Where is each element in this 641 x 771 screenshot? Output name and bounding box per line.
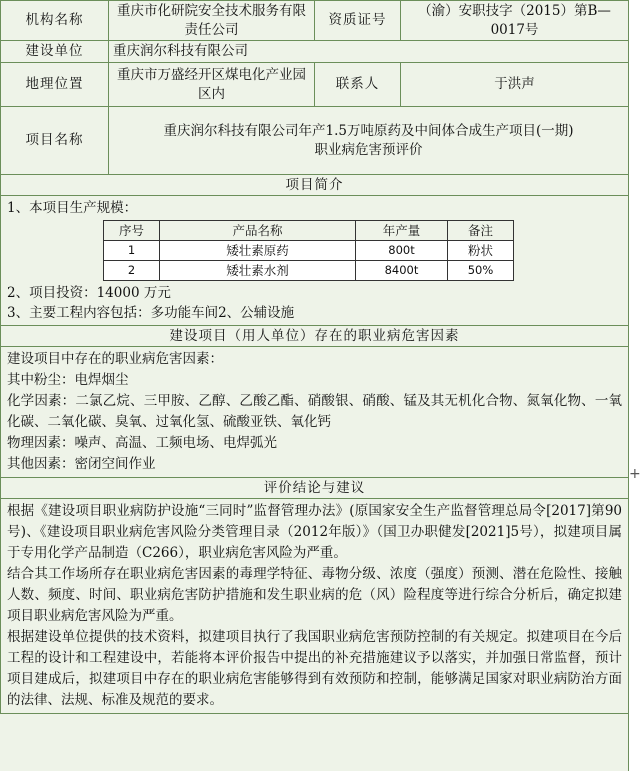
location-value: 重庆市万盛经开区煤电化产业园区内: [109, 63, 315, 107]
org-label: 机构名称: [1, 1, 109, 41]
production-table-header: [104, 221, 514, 241]
location-label: 地理位置: [1, 63, 109, 107]
conclusion-para1: 根据《建设项目职业病防护设施“三同时”监督管理办法》(原国家安全生产监督管理总局令[2017]第90号)、《建设项目职业病危害风险分类管理目录（2012年版）》（国卫办职健发[2021]5号），拟建项目属于专用化学产品制造（C266），职业病危害风险为严重。: [7, 503, 622, 561]
contact-label: 联系人: [315, 63, 401, 107]
hazards-block: [1, 347, 629, 478]
plus-icon[interactable]: +: [629, 466, 641, 482]
hazards-dust: 其中粉尘：电焊烟尘: [7, 372, 129, 388]
header-cell: 年产量: [356, 221, 448, 241]
build-unit-label: 建设单位: [1, 41, 109, 63]
project-value: [109, 107, 629, 175]
cert-label: 资质证号: [315, 1, 401, 41]
table-cell: 矮壮素原药: [160, 241, 356, 261]
table-cell: 8400t: [356, 261, 448, 281]
hazards-chemical: 化学因素：二氯乙烷、三甲胺、乙醇、乙酸乙酯、硝酸银、硝酸、锰及其无机化合物、氮氧化物、一氧化碳、二氧化碳、臭氧、过氧化氢、硫酸亚铁、氧化钙: [7, 393, 622, 430]
org-value: 重庆市化研院安全技术服务有限责任公司: [109, 1, 315, 41]
table-cell: 50%: [448, 261, 514, 281]
table-cell: 矮壮素水剂: [160, 261, 356, 281]
conclusion-para2: 结合其工作场所存在职业病危害因素的毒理学特征、毒物分级、浓度（强度）预测、潜在危险性、接触人数、频度、时间、职业病危害防护措施和发生职业病的危（风）险程度等进行综合分析后，确定拟建项目职业病危害风险为严重。: [7, 566, 622, 624]
conclusion-para3: 根据建设单位提供的技术资料，拟建项目执行了我国职业病危害预防控制的有关规定。拟建项目在今后工程的设计和工程建设中，若能将本评价报告中提出的补充措施建议予以落实，并加强日常监督，预计项目建成后，拟建项目中存在的职业病危害能够得到有效预防和控制，能够满足国家对职业病防治方面的法律、法规、标准及规范的要求。: [7, 629, 622, 708]
project-value-line1: 重庆润尔科技有限公司年产1.5万吨原药及中间体合成生产项目(一期): [163, 122, 574, 139]
table-cell: 粉状: [448, 241, 514, 261]
project-value-line2: 职业病危害预评价: [314, 141, 423, 158]
intro-title: 项目简介: [1, 175, 629, 196]
investment-line: 2、项目投资：14000 万元: [7, 285, 171, 301]
conclusion-title: 评价结论与建议: [1, 478, 629, 499]
build-unit-value: 重庆润尔科技有限公司: [109, 41, 629, 63]
header-cell: 产品名称: [160, 221, 356, 241]
table-cell: 1: [104, 241, 160, 261]
project-label: 项目名称: [1, 107, 109, 175]
hazards-title: 建设项目（用人单位）存在的职业病危害因素: [1, 326, 629, 347]
contact-value: 于洪声: [401, 63, 629, 107]
table-cell: 2: [104, 261, 160, 281]
hazards-physical: 物理因素：噪声、高温、工频电场、电焊弧光: [7, 435, 277, 451]
table-row: [104, 261, 514, 281]
cert-value: （渝）安职技字（2015）第B—0017号: [401, 1, 629, 41]
hazards-line1: 建设项目中存在的职业病危害因素：: [7, 351, 223, 367]
main-works-line: 3、主要工程内容包括：多功能车间2、公辅设施: [7, 305, 295, 321]
table-cell: 800t: [356, 241, 448, 261]
production-table: [103, 220, 514, 281]
table-row: [104, 241, 514, 261]
header-cell: 序号: [104, 221, 160, 241]
conclusion-block: [1, 499, 629, 714]
header-cell: 备注: [448, 221, 514, 241]
hazards-other: 其他因素：密闭空间作业: [7, 456, 156, 472]
scale-heading: 1、本项目生产规模：: [7, 200, 138, 216]
intro-block: [1, 196, 629, 326]
